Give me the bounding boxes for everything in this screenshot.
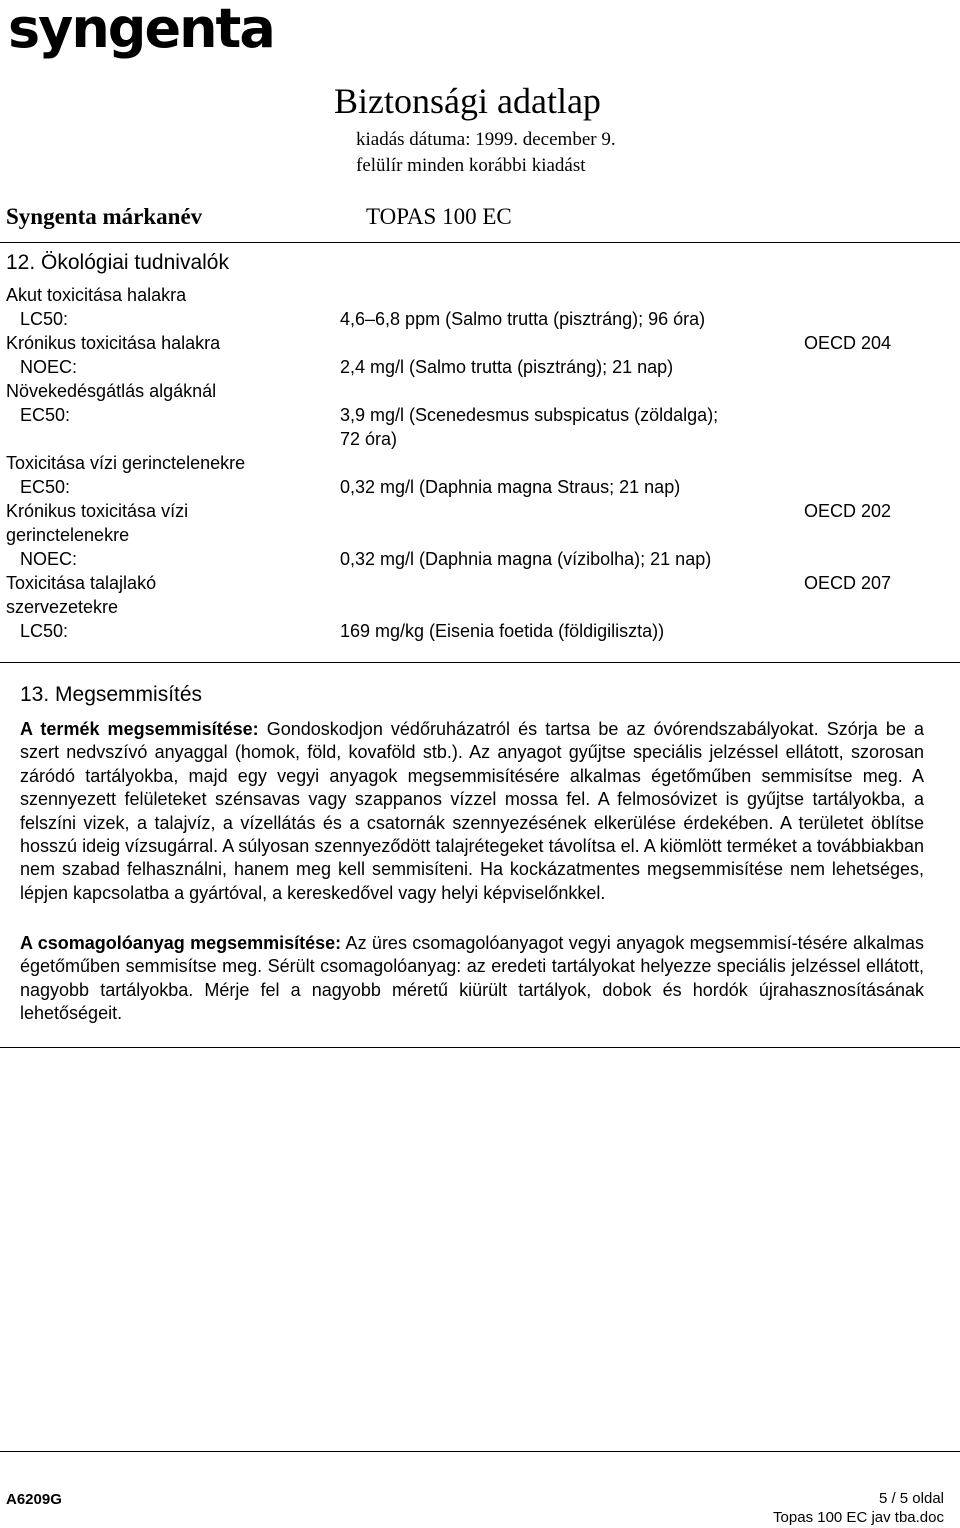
section-12-title: 12. Ökológiai tudnivalók	[6, 251, 229, 274]
fish-chronic-type: NOEC:	[20, 357, 78, 377]
footer-divider	[0, 1451, 960, 1452]
product-disposal-heading: A termék megsemmisítése:	[20, 719, 259, 739]
section-13-divider	[0, 1047, 960, 1048]
invert-chronic-label-line2: gerinctelenekre	[6, 525, 130, 545]
footer-page-number: 5 / 5 oldal	[878, 1490, 944, 1507]
algae-label: Növekedésgátlás algáknál	[6, 381, 217, 401]
invert-chronic-method: OECD 202	[804, 501, 892, 521]
product-disposal-text: Gondoskodjon védőruházatról és tartsa be az óvórendszabályokat. Szórja be a szert nedvszívó anyaggal (homok, föld, kovaföld stb.). Az anyagot gyűjtse speciális jelzéssel ellátott, szorosan záródó tartályokba, majd egy vegyi anyagok megsemmisítésére alkalmas égetőműben semmisítse meg. A szennyezett felületeket szénsavas vagy szappanos vízzel mossa fel. A felmosóvizet is gyűjtse tartályokba, a felszíni vizek, a talajvíz, a vízellátás és a csatornák szennyezésének elkerülése érdekében. A területet öblítse hosszú ideig vízsugárral. A súlyosan szennyeződött talajrétegeket távolítsa el. A kiömlött terméket a továbbiakban nem szabad felhasználni, hanem meg kell semmisíteni. Ha kockázatmentes megsemmisítése nem lehetséges, lépjen kapcsolatba a gyártóval, a kereskedővel vagy helyi képviselőnkkel.	[20, 719, 924, 903]
packaging-disposal-paragraph	[20, 932, 924, 1026]
soil-method: OECD 207	[804, 573, 892, 593]
product-disposal-paragraph	[20, 718, 924, 905]
syngenta-logo: syngenta	[8, 0, 274, 60]
packaging-disposal-heading: A csomagolóanyag megsemmisítése:	[20, 933, 342, 953]
soil-value: 169 mg/kg (Eisenia foetida (földigiliszta))	[340, 621, 665, 641]
fish-chronic-method: OECD 204	[804, 333, 892, 353]
invert-value: 0,32 mg/l (Daphnia magna Straus; 21 nap)	[340, 477, 681, 497]
algae-value-line2: 72 óra)	[340, 429, 398, 449]
footer-file-name: Topas 100 EC jav tba.doc	[773, 1509, 944, 1526]
invert-label: Toxicitása vízi gerinctelenekre	[6, 453, 246, 473]
product-name: TOPAS 100 EC	[366, 204, 512, 229]
soil-type: LC50:	[20, 621, 69, 641]
invert-type: EC50:	[20, 477, 71, 497]
issue-date: kiadás dátuma: 1999. december 9.	[356, 129, 616, 150]
supersedes-note: felülír minden korábbi kiadást	[356, 155, 586, 176]
invert-chronic-type: NOEC:	[20, 549, 78, 569]
section-12-divider	[0, 662, 960, 663]
algae-type: EC50:	[20, 405, 71, 425]
brand-label: Syngenta márkanév	[6, 204, 203, 229]
fish-acute-value: 4,6–6,8 ppm (Salmo trutta (pisztráng); 96 óra)	[340, 309, 706, 329]
header-divider	[0, 242, 960, 243]
section-13-title: 13. Megsemmisítés	[20, 683, 203, 706]
packaging-disposal-text: Az üres csomagolóanyagot vegyi anyagok megsemmisí-tésére alkalmas égetőműben semmisítse meg. Sérült csomagolóanyag: az eredeti tartályokat helyezze speciális jelzéssel ellátott, nagyobb tartályokba. Mérje fel a nagyobb méretű kiürült tartályok, dobok és hordók újrahasznosításának lehetőségeit.	[20, 933, 924, 1024]
algae-value-line1: 3,9 mg/l (Scenedesmus subspicatus (zöldalga);	[340, 405, 719, 425]
invert-chronic-value: 0,32 mg/l (Daphnia magna (vízibolha); 21 nap)	[340, 549, 712, 569]
soil-label-line2: szervezetekre	[6, 597, 119, 617]
soil-label-line1: Toxicitása talajlakó	[6, 573, 157, 593]
fish-acute-label: Akut toxicitása halakra	[6, 285, 187, 305]
footer-doc-code: A6209G	[6, 1491, 62, 1508]
fish-chronic-value: 2,4 mg/l (Salmo trutta (pisztráng); 21 nap)	[340, 357, 674, 377]
fish-chronic-label: Krónikus toxicitása halakra	[6, 333, 221, 353]
invert-chronic-label-line1: Krónikus toxicitása vízi	[6, 501, 189, 521]
fish-acute-type: LC50:	[20, 309, 69, 329]
document-title: Biztonsági adatlap	[334, 81, 601, 121]
